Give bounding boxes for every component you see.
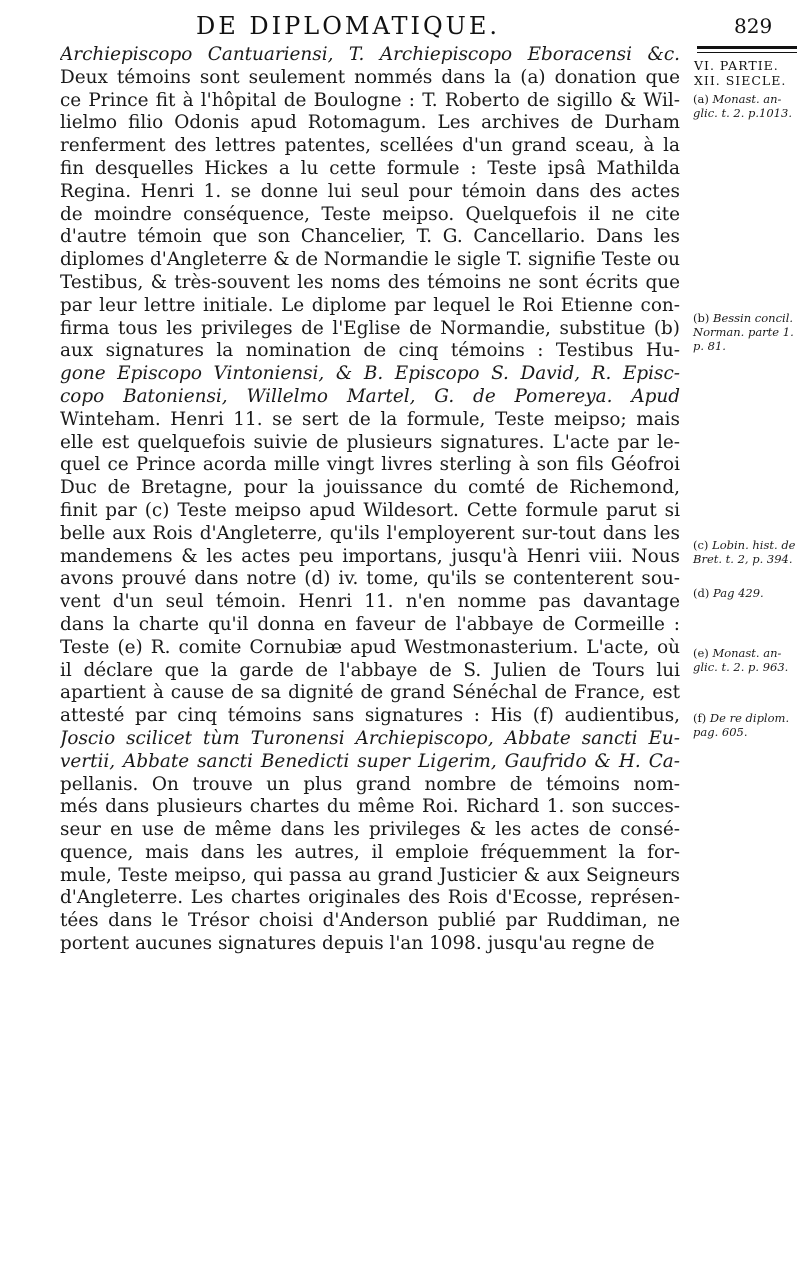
section-century: XII. SIECLE. [694,73,787,88]
margin-note-e [693,646,800,674]
text-line: par leur lettre initiale. Le diplome par lequel le Roi Etienne con- [60,294,680,316]
text-line: Winteham. Henri 11. se sert de la formule, Teste meipso; mais [60,408,680,430]
text-line: elle est quelquefois suivie de plusieurs signatures. L'acte par le- [60,431,680,453]
note-mark: (f) [693,711,707,725]
text-line: fin desquelles Hickes a lu cette formule : Teste ipsâ Mathilda [60,157,680,179]
note-ref-cont: Norman. parte 1. [693,325,794,339]
text-line: de moindre conséquence, Teste meipso. Quelquefois il ne cite [60,203,680,225]
text-line: quence, mais dans les autres, il emploie fréquemment la for- [60,841,680,863]
text-line: attesté par cinq témoins sans signatures : His (f) audientibus, [60,705,680,727]
note-ref-cont: glic. t. 2. p. 963. [693,660,789,674]
margin-rule-thick [697,46,797,49]
text-line: tées dans le Trésor choisi d'Anderson publié par Ruddiman, ne [60,910,680,932]
note-ref: Monast. an- [712,92,782,106]
text-line: copo Batoniensi, Willelmo Martel, G. de Pomereya. Apud [60,385,680,407]
note-ref: Bessin concil. [713,311,794,325]
main-text [60,44,680,956]
text-line: d'Angleterre. Les chartes originales des Rois d'Ecosse, représen- [60,887,680,909]
running-header: DE DIPLOMATIQUE. [196,12,501,40]
section-heading [694,58,800,88]
margin-note-c [693,538,800,566]
text-line: Deux témoins sont seulement nommés dans la (a) donation que [60,66,680,88]
note-ref: Lobin. hist. de [712,538,796,552]
text-line: més dans plusieurs chartes du même Roi. Richard 1. son succes- [60,796,680,818]
text-line: mandemens & les actes peu importans, jusqu'à Henri viii. Nous [60,545,680,567]
note-ref-cont: glic. t. 2. p.1013. [693,106,792,120]
margin-note-a [693,92,800,120]
note-mark: (c) [693,538,709,552]
text-line: belle aux Rois d'Angleterre, qu'ils l'employerent sur-tout dans les [60,522,680,544]
text-line: vent d'un seul témoin. Henri 11. n'en nomme pas davantage [60,591,680,613]
text-line: il déclare que la garde de l'abbaye de S. Julien de Tours lui [60,659,680,681]
text-line: pellanis. On trouve un plus grand nombre de témoins nom- [60,773,680,795]
text-line: Testibus, & très-souvent les noms des témoins ne sont écrits que [60,271,680,293]
text-line: gone Episcopo Vintoniensi, & B. Episcopo S. David, R. Episc- [60,363,680,385]
text-line: Duc de Bretagne, pour la jouissance du comté de Richemond, [60,477,680,499]
note-mark: (b) [693,311,710,325]
text-line: vertii, Abbate sancti Benedicti super Ligerim, Gaufrido & H. Ca- [60,750,680,772]
text-line: finit par (c) Teste meipso apud Wildesort. Cette formule parut si [60,499,680,521]
text-line: quel ce Prince acorda mille vingt livres sterling à son fils Géofroi [60,454,680,476]
section-part: VI. PARTIE. [694,58,779,73]
note-ref-cont: p. 81. [693,339,726,353]
note-ref: Pag 429. [713,586,764,600]
note-ref-cont: Bret. t. 2, p. 394. [693,552,793,566]
note-mark: (e) [693,646,709,660]
text-line: ce Prince fit à l'hôpital de Boulogne : T. Roberto de sigillo & Wil- [60,89,680,111]
text-line: renferment des lettres patentes, scellées d'un grand sceau, à la [60,135,680,157]
note-ref-cont: pag. 605. [693,725,748,739]
text-line: Regina. Henri 1. se donne lui seul pour témoin dans des actes [60,180,680,202]
text-line: Joscio scilicet tùm Turonensi Archiepiscopo, Abbate sancti Eu- [60,727,680,749]
note-mark: (d) [693,586,710,600]
text-line: seur en use de même dans les privileges & les actes de consé- [60,819,680,841]
note-ref: De re diplom. [709,711,790,725]
text-line: diplomes d'Angleterre & de Normandie le sigle T. signifie Teste ou [60,249,680,271]
text-line: lielmo filio Odonis apud Rotomagum. Les archives de Durham [60,112,680,134]
note-ref: Monast. an- [712,646,782,660]
text-line: apartient à cause de sa dignité de grand Sénéchal de France, est [60,682,680,704]
page-number: 829 [734,14,773,38]
margin-note-b [693,311,800,353]
text-line: dans la charte qu'il donna en faveur de l'abbaye de Cormeille : [60,613,680,635]
note-mark: (a) [693,92,709,106]
text-line: mule, Teste meipso, qui passa au grand Justicier & aux Seigneurs [60,864,680,886]
text-line: firma tous les privileges de l'Eglise de Normandie, substitue (b) [60,317,680,339]
margin-note-f [693,711,800,739]
margin-rule-thin [697,52,797,53]
text-line: portent aucunes signatures depuis l'an 1098. jusqu'au regne de [60,933,655,955]
text-line: Archiepiscopo Cantuariensi, T. Archiepiscopo Eboracensi &c. [60,44,680,65]
text-line: d'autre témoin que son Chancelier, T. G. Cancellario. Dans les [60,226,680,248]
text-line: aux signatures la nomination de cinq témoins : Testibus Hu- [60,340,680,362]
text-line: avons prouvé dans notre (d) iv. tome, qu'ils se contenterent sou- [60,568,680,590]
margin-note-d [693,586,800,600]
text-line: Teste (e) R. comite Cornubiæ apud Westmonasterium. L'acte, où [60,636,680,658]
